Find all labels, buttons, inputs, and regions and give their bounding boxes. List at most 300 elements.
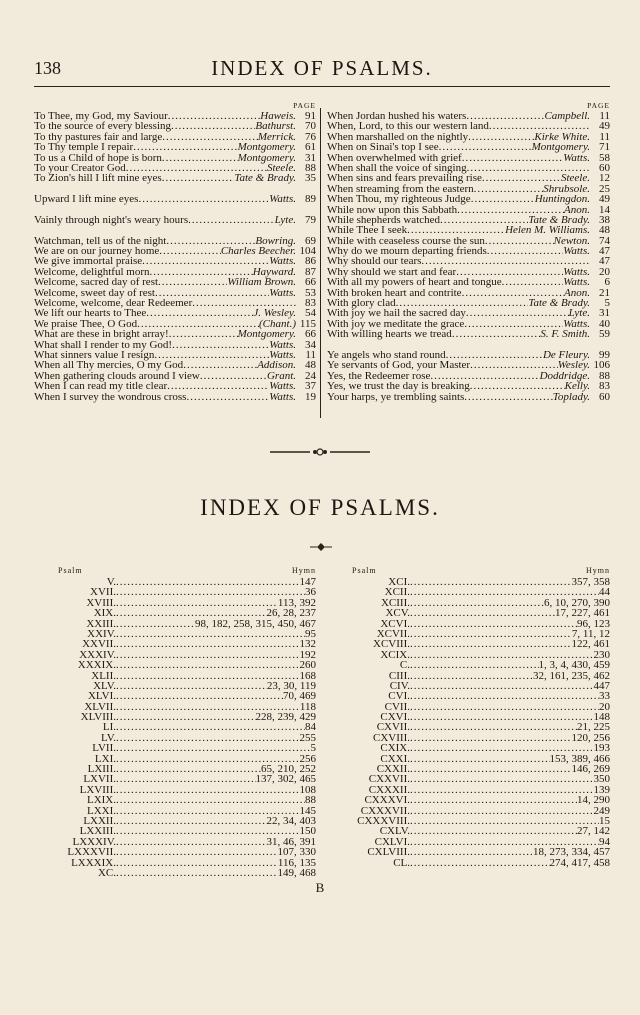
- hymn-numbers: 5: [310, 742, 316, 755]
- first-line-text: To Zion's hill I lift mine eyes: [34, 172, 162, 185]
- first-line-text: Your harps, ye trembling saints: [327, 390, 465, 403]
- page-header: [34, 56, 610, 80]
- dot-leader: [410, 629, 572, 639]
- dot-leader: [116, 660, 300, 670]
- hymn-numbers: 357, 358: [571, 576, 610, 588]
- author-name: Steele.: [266, 161, 296, 174]
- psalm-header: Psalm: [58, 566, 83, 575]
- psalm-number: XCVIII.: [373, 638, 410, 651]
- first-line-text: When, Lord, to this our western land: [327, 120, 489, 133]
- dot-leader: [116, 691, 283, 701]
- dot-leader: [116, 722, 305, 732]
- first-line-text: With joy we meditate the grace: [327, 317, 465, 330]
- dot-leader: [116, 764, 261, 774]
- first-line-entry: [327, 392, 610, 402]
- header-rule: [34, 86, 610, 87]
- first-line-entry: [34, 194, 316, 204]
- first-line-text: Welcome, sacred day of rest: [34, 276, 159, 289]
- psalm-number: LXXII.: [83, 814, 116, 827]
- author-name: Haweis.: [260, 110, 296, 122]
- dot-leader: [410, 702, 599, 712]
- psalm-number: XIX.: [93, 607, 116, 620]
- page-ref: 104: [299, 245, 316, 258]
- psalm-column-headers: [58, 566, 316, 577]
- page-ref: 69: [305, 234, 316, 247]
- page-ref: 47: [599, 245, 610, 258]
- first-line-text: To the source of every blessing: [34, 120, 171, 133]
- dot-leader: [410, 816, 599, 826]
- author-name: Addison.: [257, 359, 296, 372]
- author-name: Charles Beecher.: [220, 245, 296, 258]
- hymn-numbers: 193: [593, 742, 610, 755]
- page-ref: 99: [599, 348, 610, 361]
- psalm-entry: [352, 608, 610, 618]
- first-line-text: When gathering clouds around I view: [34, 369, 200, 382]
- hymn-numbers: 15: [599, 814, 610, 827]
- first-line-entry: [34, 215, 316, 225]
- page-ref: 31: [599, 307, 610, 320]
- psalm-number: LXXI.: [86, 804, 116, 817]
- hymn-numbers: 132: [299, 638, 316, 651]
- hymn-numbers: 107, 330: [277, 846, 316, 859]
- psalm-number: LVII.: [92, 742, 116, 755]
- psalm-number: XXVII.: [82, 638, 116, 651]
- first-line-text: Yes, we trust the day is breaking: [327, 380, 470, 393]
- author-name: Campbell.: [544, 110, 590, 122]
- dot-leader: [410, 660, 539, 670]
- dot-leader: [410, 639, 572, 649]
- author-name: Watts.: [563, 265, 590, 278]
- author-name: Shrubsole.: [543, 182, 590, 195]
- first-line-text: With broken heart and contrite: [327, 286, 462, 299]
- psalm-number: CXLV.: [379, 825, 410, 838]
- author-name: Toplady.: [552, 390, 590, 403]
- hymn-numbers: 146, 269: [571, 763, 610, 776]
- hymn-numbers: 249: [593, 804, 610, 817]
- page-ref: 48: [599, 224, 610, 237]
- psalm-number: CXXVII.: [368, 773, 410, 786]
- first-line-entry: [327, 329, 610, 339]
- hymn-numbers: 113, 392: [277, 596, 316, 609]
- author-name: Wesley.: [557, 359, 590, 372]
- page-ref: 25: [599, 182, 610, 195]
- author-name: Montgomery.: [531, 141, 590, 154]
- page-ref: 21: [599, 286, 610, 299]
- first-line-text: To us a Child of hope is born: [34, 151, 162, 164]
- first-line-text: When all Thy mercies, O my God: [34, 359, 184, 372]
- dot-leader: [116, 743, 311, 753]
- hymn-numbers: 149, 468: [277, 866, 316, 879]
- psalm-number: LXXXIV.: [72, 835, 116, 848]
- dot-leader: [410, 733, 572, 743]
- author-name: Hayward.: [252, 265, 296, 278]
- psalm-number: LXIII.: [87, 763, 116, 776]
- first-line-text: When Thou, my righteous Judge: [327, 193, 471, 206]
- first-line-text: When on Sinai's top I see: [327, 141, 439, 154]
- author-name: Watts.: [269, 286, 296, 299]
- hymn-numbers: 88: [305, 794, 316, 807]
- first-line-entry: [34, 173, 316, 183]
- hymn-numbers: 139: [593, 783, 610, 796]
- psalm-number: XCV.: [385, 607, 410, 620]
- first-line-text: To Thee, my God, my Saviour: [34, 110, 168, 122]
- author-name: (Chant.): [259, 317, 296, 330]
- author-name: Watts.: [269, 255, 296, 268]
- first-line-text: Upward I lift mine eyes: [34, 193, 139, 206]
- psalm-number: XLVIII.: [80, 711, 116, 724]
- author-name: Montgomery.: [237, 328, 296, 341]
- first-line-text: What sinners value I resign: [34, 348, 155, 361]
- first-line-text: While Thee I seek: [327, 224, 408, 237]
- dot-leader: [168, 111, 260, 121]
- psalm-number: XXXIX.: [77, 659, 116, 672]
- first-line-text: With joy we hail the sacred day: [327, 307, 466, 320]
- dot-leader: [452, 329, 541, 339]
- hymn-numbers: 120, 256: [571, 731, 610, 744]
- dot-leader: [116, 681, 267, 691]
- psalm-entry: [58, 722, 316, 732]
- dot-leader: [410, 608, 555, 618]
- page-ref: 20: [599, 265, 610, 278]
- dot-leader: [188, 215, 274, 225]
- author-name: Tate & Brady.: [234, 172, 296, 185]
- first-line-text: Why do we mourn departing friends: [327, 245, 487, 258]
- hymn-numbers: 350: [593, 773, 610, 786]
- page-ref: 40: [599, 317, 610, 330]
- page-ref: 60: [599, 390, 610, 403]
- dot-leader: [410, 722, 577, 732]
- first-line-text: What shall I render to my God!: [34, 338, 173, 351]
- psalm-number: LXXXVII.: [67, 846, 116, 859]
- dot-leader: [116, 774, 256, 784]
- first-line-text: When overwhelmed with grief: [327, 151, 462, 164]
- psalm-number: CXVI.: [380, 711, 410, 724]
- first-line-text: When Jordan hushed his waters: [327, 110, 467, 122]
- psalm-index-title: INDEX OF PSALMS.: [200, 495, 440, 520]
- psalm-number: XLVI.: [87, 690, 116, 703]
- page-ref: 89: [305, 193, 316, 206]
- psalm-number: CVII.: [384, 700, 410, 713]
- hymn-numbers: 137, 302, 465: [255, 773, 316, 786]
- page-ref: 24: [305, 369, 316, 382]
- page-ref: 11: [599, 130, 610, 143]
- dot-leader: [138, 194, 269, 204]
- author-name: S. F. Smith.: [540, 328, 590, 341]
- author-name: Montgomery.: [237, 141, 296, 154]
- first-line-text: While with ceaseless course the sun: [327, 234, 485, 247]
- author-name: Bowring.: [255, 234, 296, 247]
- first-line-entry: [34, 381, 316, 391]
- hymn-numbers: 84: [305, 721, 316, 734]
- dot-leader: [410, 858, 550, 868]
- hymn-numbers: 70, 469: [283, 690, 316, 703]
- hymn-header: Hymn: [586, 566, 610, 575]
- psalm-number: XCII.: [384, 586, 410, 599]
- page-ref: 91: [305, 110, 316, 122]
- psalm-number: XCVII.: [376, 627, 410, 640]
- dot-leader: [116, 598, 278, 608]
- page-ref: 12: [599, 172, 610, 185]
- psalm-number: XC.: [97, 866, 116, 879]
- signature-mark: B: [315, 880, 325, 895]
- psalm-number: XLII.: [91, 669, 116, 682]
- hymn-header: Hymn: [292, 566, 316, 575]
- hymn-numbers: 168: [299, 669, 316, 682]
- first-line-text: With all my powers of heart and tongue: [327, 276, 502, 289]
- page-ref: 14: [599, 203, 610, 216]
- psalm-number: C.: [399, 659, 410, 672]
- psalm-entry: [58, 868, 316, 878]
- first-line-text: While shepherds watched: [327, 213, 441, 226]
- hymn-numbers: 256: [299, 752, 316, 765]
- section-divider-ornament: [270, 444, 370, 454]
- psalm-number: XXIV.: [87, 627, 116, 640]
- psalm-number: XVII.: [90, 586, 116, 599]
- first-line-text: With glory clad: [327, 297, 396, 310]
- psalm-number: LXXXIX.: [71, 856, 116, 869]
- dot-leader: [410, 847, 533, 857]
- author-name: Watts.: [269, 390, 296, 403]
- author-name: Anon.: [564, 203, 590, 216]
- author-name: De Fleury.: [542, 348, 590, 361]
- dot-leader: [116, 577, 300, 587]
- page-ref: 106: [593, 359, 610, 372]
- title-ornament: [310, 538, 332, 556]
- first-line-text: Welcome, delightful morn: [34, 265, 150, 278]
- dot-leader: [116, 837, 267, 847]
- hymn-numbers: 118: [299, 700, 316, 713]
- psalm-number: CXXXVII.: [360, 804, 410, 817]
- hymn-numbers: 116, 135: [277, 856, 316, 869]
- psalm-number: CIII.: [388, 669, 410, 682]
- dot-leader: [410, 785, 594, 795]
- author-name: Tate & Brady.: [528, 297, 590, 310]
- author-name: Montgomery.: [237, 151, 296, 164]
- hymn-numbers: 98, 182, 258, 315, 450, 467: [195, 617, 316, 630]
- first-line-entry: [327, 381, 610, 391]
- dot-leader: [410, 826, 577, 836]
- psalm-number: XCIX.: [380, 648, 410, 661]
- psalm-index-right-column: [352, 566, 610, 868]
- page-ref: 49: [599, 120, 610, 133]
- page-ref: 34: [305, 338, 316, 351]
- first-line-text: We lift our hearts to Thee: [34, 307, 147, 320]
- first-line-text: Ye servants of God, your Master: [327, 359, 471, 372]
- dot-leader: [116, 858, 278, 868]
- hymn-numbers: 44: [599, 586, 610, 599]
- hymn-numbers: 153, 389, 466: [549, 752, 610, 765]
- author-name: Kirke White.: [534, 130, 590, 143]
- author-name: Bathurst.: [255, 120, 296, 133]
- first-line-text: We are on our journey home: [34, 245, 160, 258]
- dot-leader: [116, 639, 300, 649]
- dot-leader: [158, 277, 227, 287]
- dot-leader: [200, 371, 267, 381]
- hymn-numbers: 147: [299, 576, 316, 588]
- author-name: Kelly.: [564, 380, 590, 393]
- hymn-numbers: 22, 34, 403: [266, 814, 316, 827]
- hymn-numbers: 20: [599, 700, 610, 713]
- hymn-numbers: 255: [299, 731, 316, 744]
- first-line-text: We give immortal praise: [34, 255, 143, 268]
- author-name: Doddridge.: [539, 369, 590, 382]
- psalm-number: CIV.: [389, 679, 410, 692]
- hymn-numbers: 36: [305, 586, 316, 599]
- dot-leader: [471, 194, 535, 204]
- dot-leader: [410, 806, 594, 816]
- running-title: INDEX OF PSALMS.: [211, 56, 433, 80]
- hymn-numbers: 33: [599, 690, 610, 703]
- dot-leader: [474, 184, 544, 194]
- hymn-numbers: 228, 239, 429: [255, 711, 316, 724]
- dot-leader: [116, 868, 278, 878]
- psalm-number: CVI.: [388, 690, 410, 703]
- first-line-text: When streaming from the eastern: [327, 182, 474, 195]
- page-ref: 11: [305, 348, 316, 361]
- page-ref: 83: [305, 297, 316, 310]
- psalm-number: CXXI.: [380, 752, 410, 765]
- author-name: William Brown.: [227, 276, 296, 289]
- dot-leader: [410, 754, 550, 764]
- psalm-index-left-column: [58, 566, 316, 878]
- hymn-numbers: 108: [299, 783, 316, 796]
- first-line-text: To thy pastures fair and large: [34, 130, 163, 143]
- first-line-entry: [327, 194, 610, 204]
- dot-leader: [169, 329, 238, 339]
- psalm-number: LXI.: [94, 752, 116, 765]
- dot-leader: [116, 619, 195, 629]
- author-name: Watts.: [563, 276, 590, 289]
- page-ref: 53: [305, 286, 316, 299]
- dot-leader: [487, 246, 563, 256]
- psalm-number: V.: [106, 576, 116, 588]
- first-line-text: Why should we start and fear: [327, 265, 457, 278]
- dot-leader: [410, 577, 572, 587]
- dot-leader: [410, 774, 594, 784]
- first-line-text: Vainly through night's weary hours: [34, 213, 189, 226]
- hymn-numbers: 26, 28, 237: [266, 607, 316, 620]
- first-line-text: Yes, the Redeemer rose: [327, 369, 431, 382]
- hymn-numbers: 192: [299, 648, 316, 661]
- hymn-numbers: 122, 461: [571, 638, 610, 651]
- dot-leader: [142, 256, 269, 266]
- dot-leader: [116, 785, 300, 795]
- hymn-numbers: 274, 417, 458: [549, 856, 610, 869]
- psalm-number: CXXXVI.: [364, 794, 410, 807]
- first-line-text: When I survey the wondrous cross: [34, 390, 187, 403]
- dot-leader: [485, 236, 554, 246]
- page-ref: 31: [305, 151, 316, 164]
- author-name: Anon.: [564, 286, 590, 299]
- author-name: Lyte.: [274, 213, 296, 226]
- author-name: Watts.: [563, 317, 590, 330]
- psalm-number: LXIX.: [86, 794, 116, 807]
- psalm-entry: [58, 660, 316, 670]
- page-ref: 88: [599, 369, 610, 382]
- page-ref: 47: [599, 255, 610, 268]
- dot-leader: [410, 598, 544, 608]
- hymn-numbers: 27, 142: [577, 825, 610, 838]
- hymn-numbers: 65, 210, 252: [261, 763, 316, 776]
- dot-leader: [162, 153, 238, 163]
- psalm-number: LXVIII.: [79, 783, 116, 796]
- dot-leader: [116, 587, 305, 597]
- first-line-entry: [327, 142, 610, 152]
- author-name: Lyte.: [568, 307, 590, 320]
- psalm-number: XLVII.: [84, 700, 116, 713]
- page-ref: 79: [305, 213, 316, 226]
- column-divider: [320, 108, 321, 418]
- page-ref: 48: [305, 359, 316, 372]
- dot-leader: [462, 153, 564, 163]
- psalm-number: XCVI.: [380, 617, 410, 630]
- psalm-number: LI.: [102, 721, 116, 734]
- dot-leader: [410, 681, 594, 691]
- dot-leader: [410, 764, 572, 774]
- dot-leader: [116, 847, 278, 857]
- page-ref: 54: [305, 307, 316, 320]
- page-ref: 5: [604, 297, 610, 310]
- dot-leader: [162, 173, 235, 183]
- first-line-text: Watchman, tell us of the night: [34, 234, 167, 247]
- first-line-text: While now upon this Sabbath: [327, 203, 458, 216]
- hymn-numbers: 23, 30, 119: [266, 679, 316, 692]
- first-lines-right-column: [327, 101, 610, 402]
- psalm-entry: [352, 847, 610, 857]
- dot-leader: [116, 712, 256, 722]
- page-ref: 59: [599, 328, 610, 341]
- dot-leader: [159, 246, 221, 256]
- author-name: Newton.: [553, 234, 590, 247]
- author-name: Grant.: [266, 369, 296, 382]
- psalm-number: LXVII.: [83, 773, 116, 786]
- dot-leader: [468, 132, 534, 142]
- psalm-number: XXXIV.: [79, 648, 116, 661]
- dot-leader: [171, 121, 255, 131]
- psalm-entry: [58, 608, 316, 618]
- page-column-header: PAGE: [293, 101, 316, 110]
- psalm-entry: [352, 660, 610, 670]
- page-ref: 76: [305, 130, 316, 143]
- psalm-number: CXXII.: [376, 763, 410, 776]
- psalm-number: XVIII.: [86, 596, 116, 609]
- page-number: 138: [34, 58, 61, 78]
- first-line-text: What are these in bright array!: [34, 328, 169, 341]
- first-line-text: When sins and fears prevailing rise: [327, 172, 482, 185]
- page-ref: 87: [305, 265, 316, 278]
- page-ref: 71: [599, 141, 610, 154]
- psalm-header: Psalm: [352, 566, 377, 575]
- psalm-entry: [352, 858, 610, 868]
- dot-leader: [116, 733, 300, 743]
- psalm-number: CXLVIII.: [367, 846, 410, 859]
- page-ref: 83: [599, 380, 610, 393]
- first-line-text: Why should our tears: [327, 255, 422, 268]
- author-name: Merrick.: [257, 130, 296, 143]
- dot-leader: [186, 392, 269, 402]
- page-ref: 6: [604, 276, 610, 289]
- author-name: Steele.: [560, 172, 590, 185]
- page-ref: 11: [599, 110, 610, 122]
- page-ref: 70: [305, 120, 316, 133]
- hymn-numbers: 18, 273, 334, 457: [533, 846, 610, 859]
- psalm-entry: [58, 847, 316, 857]
- psalm-number: XLV.: [93, 679, 116, 692]
- dot-leader: [116, 629, 305, 639]
- dot-leader: [410, 795, 577, 805]
- hymn-numbers: 447: [593, 679, 610, 692]
- hymn-numbers: 260: [299, 659, 316, 672]
